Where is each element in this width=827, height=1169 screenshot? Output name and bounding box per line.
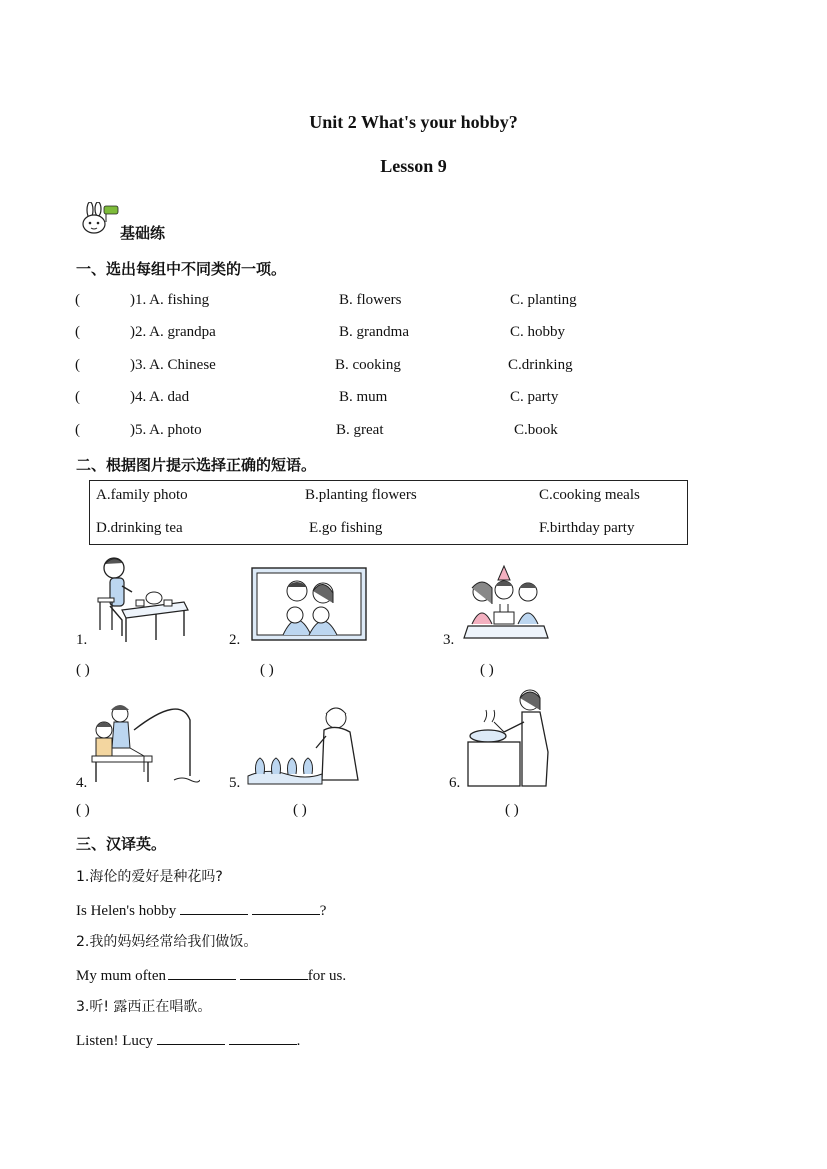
translation-answer-line xyxy=(76,1030,300,1050)
option-a: )3. A. Chinese xyxy=(130,357,216,373)
worksheet-title: Unit 2 What's your hobby? xyxy=(309,112,518,132)
item-number: 6. xyxy=(449,775,461,791)
fill-blank[interactable] xyxy=(240,965,308,980)
option-b: B. great xyxy=(336,422,384,438)
part1-heading: 一、选出每组中不同类的一项。 xyxy=(76,260,287,278)
answer-blank: ( ) xyxy=(293,802,307,818)
option-b: B. flowers xyxy=(339,292,402,308)
man-drinking-tea-icon xyxy=(92,550,192,646)
cooking-icon xyxy=(464,688,554,788)
sentence-start: Is Helen's hobby xyxy=(76,903,177,919)
lesson-title: Lesson 9 xyxy=(380,156,447,176)
answer-blank: ( ) xyxy=(505,802,519,818)
item-number: 2. xyxy=(229,632,241,648)
fill-blank[interactable] xyxy=(157,1030,225,1045)
sentence-start: My mum often xyxy=(76,968,166,984)
phrase-option: D.drinking tea xyxy=(96,520,183,536)
answer-paren: ( xyxy=(75,422,80,438)
part2-heading: 二、根据图片提示选择正确的短语。 xyxy=(76,456,317,474)
option-a: )2. A. grandpa xyxy=(130,324,216,340)
answer-blank: ( ) xyxy=(76,802,90,818)
sentence-end: for us. xyxy=(307,968,347,984)
translation-answer-line xyxy=(76,965,346,985)
option-c: C.drinking xyxy=(508,357,573,373)
item-number: 3. xyxy=(443,632,455,648)
birthday-party-icon xyxy=(460,564,550,644)
translation-prompt: 2.我的妈妈经常给我们做饭。 xyxy=(76,934,258,950)
part3-heading: 三、汉译英。 xyxy=(76,835,167,853)
answer-blank: ( ) xyxy=(76,662,90,678)
option-b: B. mum xyxy=(339,389,388,405)
translation-prompt: 1.海伦的爱好是种花吗? xyxy=(76,869,223,885)
phrase-option: F.birthday party xyxy=(539,520,635,536)
sentence-start: Listen! Lucy xyxy=(76,1033,154,1049)
fill-blank[interactable] xyxy=(180,900,248,915)
planting-flowers-icon xyxy=(246,700,370,786)
option-a: )5. A. photo xyxy=(130,422,202,438)
sentence-end: ? xyxy=(319,903,327,919)
option-a: )4. A. dad xyxy=(130,389,190,405)
section-label: 基础练 xyxy=(120,224,166,242)
option-a: )1. A. fishing xyxy=(130,292,210,308)
fill-blank[interactable] xyxy=(229,1030,297,1045)
family-photo-icon xyxy=(251,567,367,641)
option-c: C. planting xyxy=(510,292,577,308)
answer-paren: ( xyxy=(75,389,80,405)
translation-answer-line xyxy=(76,900,326,920)
bunny-mascot-icon xyxy=(76,202,120,236)
option-c: C. party xyxy=(510,389,559,405)
answer-blank: ( ) xyxy=(260,662,274,678)
item-number: 4. xyxy=(76,775,88,791)
answer-paren: ( xyxy=(75,324,80,340)
item-number: 1. xyxy=(76,632,88,648)
answer-blank: ( ) xyxy=(480,662,494,678)
answer-paren: ( xyxy=(75,292,80,308)
option-c: C.book xyxy=(514,422,558,438)
phrase-option: C.cooking meals xyxy=(539,487,640,503)
fill-blank[interactable] xyxy=(252,900,320,915)
option-b: B. grandma xyxy=(339,324,409,340)
phrase-option: E.go fishing xyxy=(309,520,383,536)
fill-blank[interactable] xyxy=(168,965,236,980)
sentence-end: . xyxy=(296,1033,301,1049)
phrase-options-box xyxy=(89,480,688,545)
option-c: C. hobby xyxy=(510,324,566,340)
answer-paren: ( xyxy=(75,357,80,373)
item-number: 5. xyxy=(229,775,241,791)
translation-prompt: 3.听! 露西正在唱歌。 xyxy=(76,999,212,1015)
fishing-icon xyxy=(90,700,200,786)
phrase-option: B.planting flowers xyxy=(305,487,417,503)
option-b: B. cooking xyxy=(335,357,401,373)
phrase-option: A.family photo xyxy=(96,487,188,503)
